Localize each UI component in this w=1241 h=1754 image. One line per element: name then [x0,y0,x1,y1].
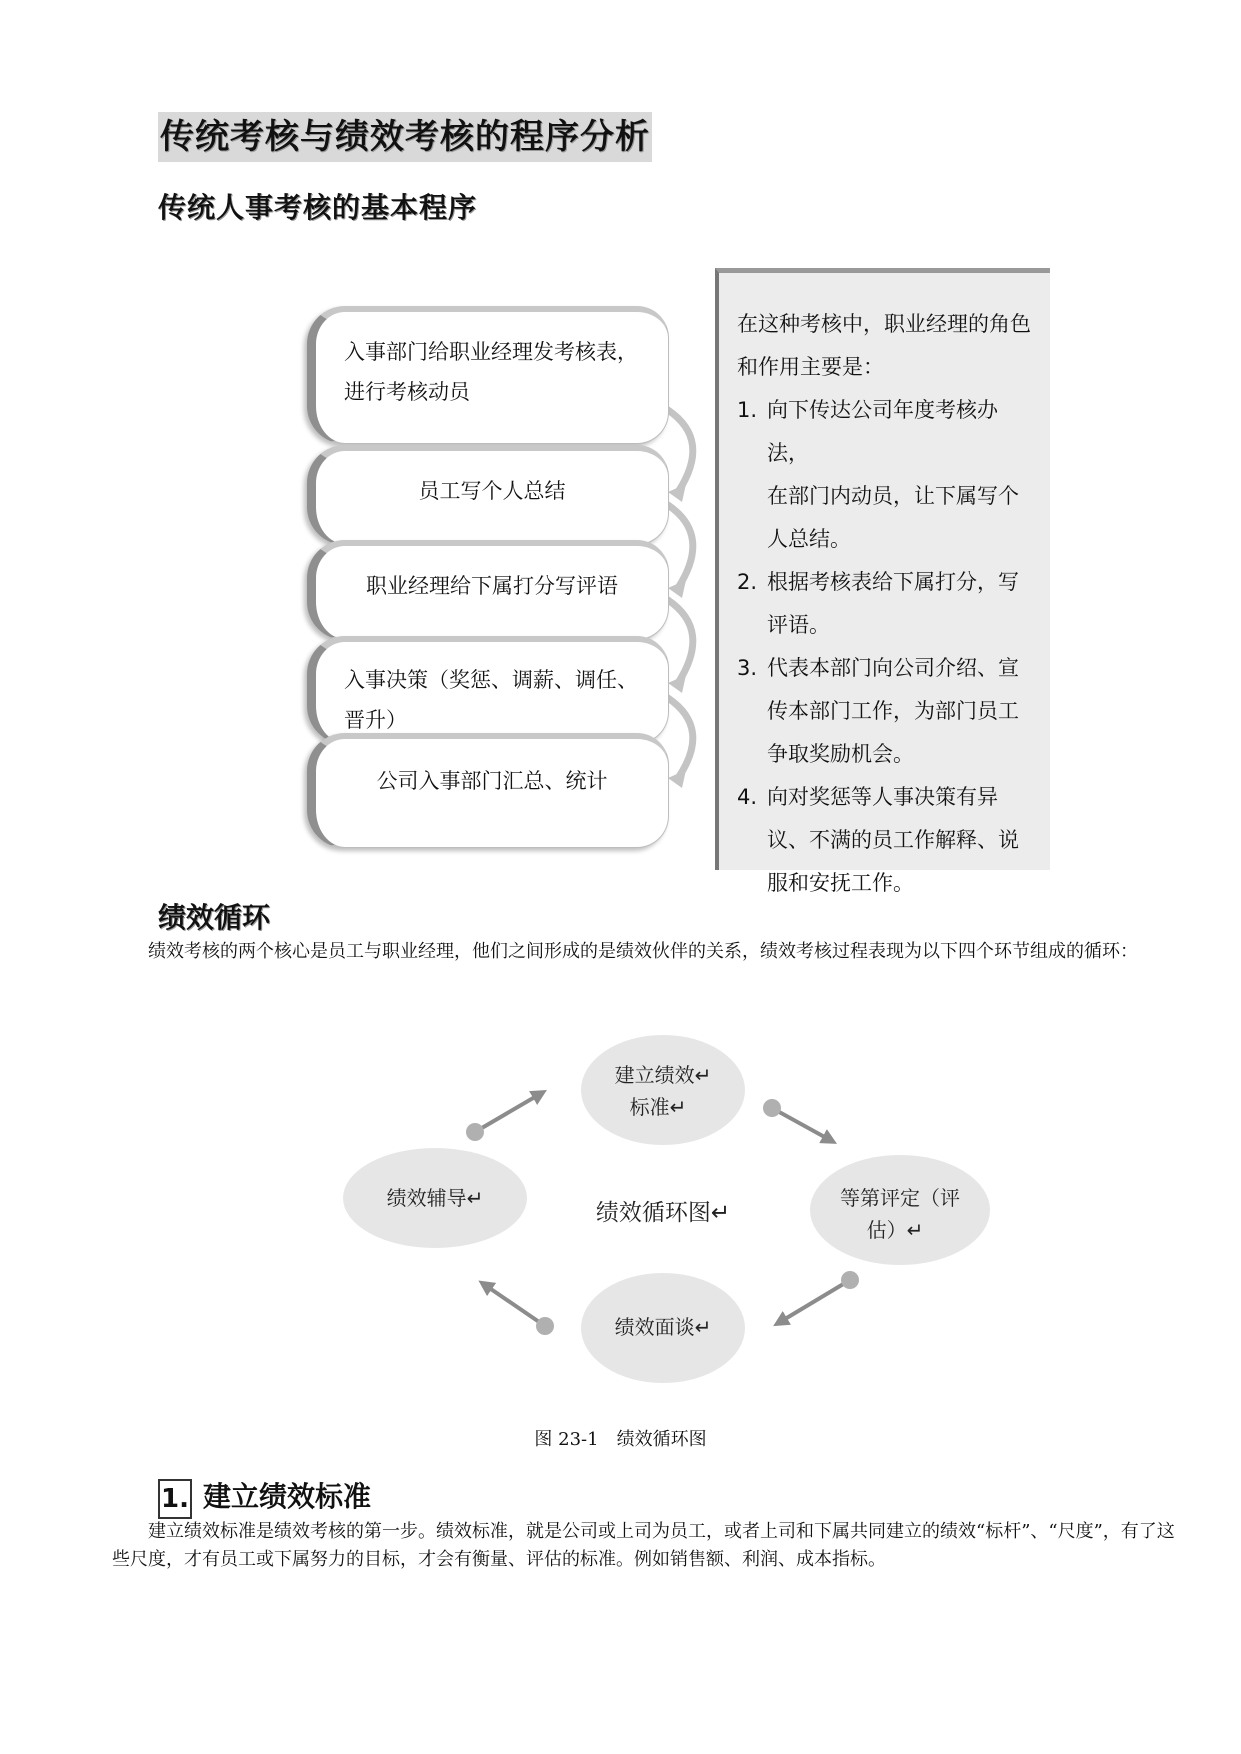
process-step-5-label: 公司入事部门汇总、统计 [376,769,608,793]
process-step-1-line2: 进行考核动员 [344,380,470,404]
note-item-number: 4. [737,785,758,809]
cycle-paragraph: 绩效考核的两个核心是员工与职业经理，他们之间形成的是绩效伙伴的关系，绩效考核过程表现为以下四个环节组成的循环： [148,941,1138,962]
arrow-dot [466,1123,484,1141]
note-item-line: 代表本部门向公司介绍、宣 [767,656,1019,680]
section-title-cycle: 绩效循环 [158,901,271,934]
process-step-2 [307,445,669,545]
figure-caption: 图 23-1 绩效循环图 [534,1429,707,1450]
note-item-2 [737,561,1038,647]
note-item-number: 2. [737,570,758,594]
node-left-label: 绩效辅导↵ [386,1186,484,1210]
process-step-3-text: 职业经理给下属打分写评语 [366,574,618,598]
section-title-traditional: 传统人事考核的基本程序 [158,191,478,224]
process-step-4-line1: 入事决策（奖惩、调薪、调任、 [344,668,638,692]
arrow-left-to-top [475,1094,540,1132]
note-item-line: 评语。 [767,613,830,637]
note-item-line: 在部门内动员，让下属写个 [767,484,1019,508]
process-step-3-label [316,566,668,606]
node-right-label-2: 估）↵ [866,1218,924,1242]
arrow-dot [763,1099,781,1117]
process-step-5 [307,733,669,848]
flow-arrows [660,400,720,820]
section-1-paragraph: 建立绩效标准是绩效考核的第一步。绩效标准，就是公司或上司为员工，或者上司和下属共同建立的绩效“标杆”、“尺度”，有了这些尺度，才有员工或下属努力的目标，才会有衡量、评估的标准。例如销售额、利润、成本指标。 [112,1521,1175,1570]
note-item-line: 争取奖励机会。 [767,742,914,766]
process-step-1 [307,306,669,444]
arrow-bottom-to-left [485,1285,545,1326]
note-item-line: 传本部门工作，为部门员工 [767,699,1019,723]
section-1-number: 1. [158,1479,192,1519]
node-right-shape [810,1155,990,1265]
note-item-line: 议、不满的员工作解释、说 [767,828,1019,852]
performance-cycle-diagram [340,1030,990,1400]
note-item-4 [737,776,1038,905]
note-item-1 [737,389,1038,561]
note-intro-line1: 在这种考核中，职业经理的角色 [737,312,1031,336]
note-item-line: 向下传达公司年度考核办法， [767,398,998,465]
node-top-label-2: 标准↵ [629,1095,687,1119]
note-item-3 [737,647,1038,776]
process-step-4 [307,636,669,744]
manager-role-note [715,268,1050,895]
process-step-3 [307,540,669,640]
note-item-number: 1. [737,398,758,422]
arrow-right-to-bottom [780,1280,850,1322]
page-title: 传统考核与绩效考核的程序分析 [158,112,652,162]
note-item-line: 人总结。 [767,527,851,551]
node-top-shape [581,1035,745,1145]
note-intro-line2: 和作用主要是： [737,355,884,379]
node-bottom-label: 绩效面谈↵ [614,1315,712,1339]
note-item-number: 3. [737,656,758,680]
note-item-line: 向对奖惩等人事决策有异 [767,785,998,809]
arrow-top-to-right [772,1108,830,1140]
process-step-2-label: 员工写个人总结 [418,479,566,503]
node-right-label-1: 等第评定（评 [840,1186,960,1210]
process-step-1-line1: 入事部门给职业经理发考核表， [344,340,638,364]
arrow-dot [536,1317,554,1335]
note-item-line: 服和安抚工作。 [767,871,914,895]
process-step-4-line2: 晋升） [344,708,407,732]
arrow-dot [841,1271,859,1289]
section-1-title: 建立绩效标准 [203,1480,372,1513]
node-top-label-1: 建立绩效↵ [614,1063,712,1087]
diagram-center-label: 绩效循环图↵ [595,1200,731,1226]
note-item-line: 根据考核表给下属打分，写 [767,570,1019,594]
